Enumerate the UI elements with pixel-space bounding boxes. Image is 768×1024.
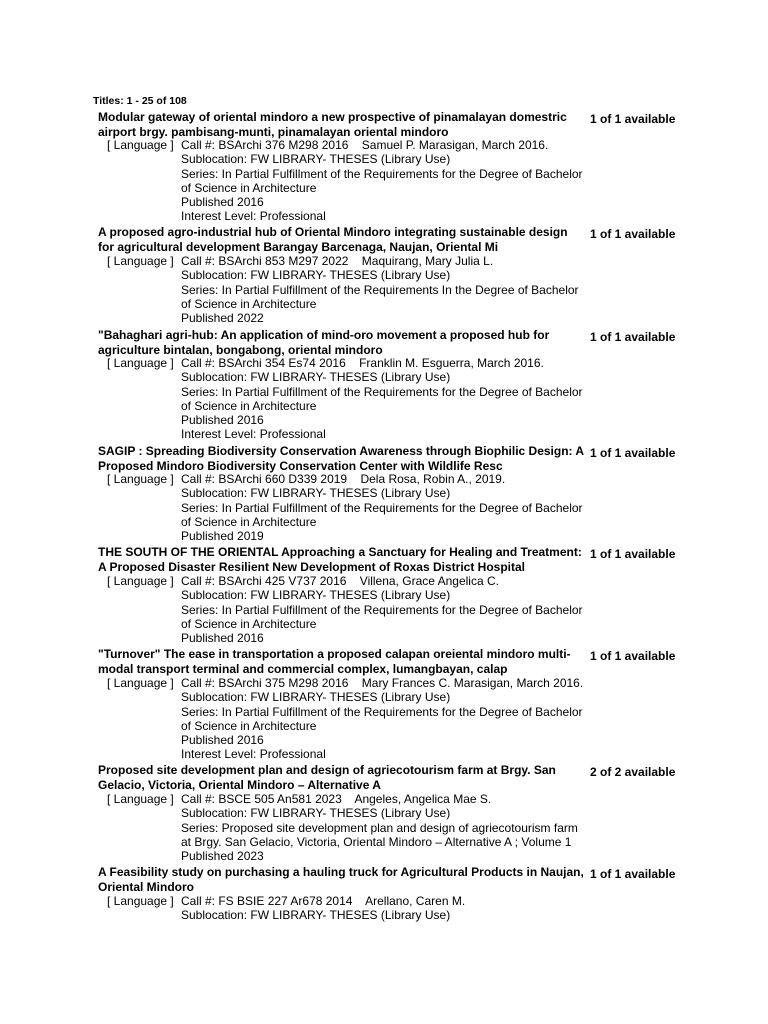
language-link[interactable]: [ Language ]	[107, 254, 174, 268]
interest-level: Interest Level: Professional	[181, 209, 326, 224]
published-year: Published 2016	[181, 413, 264, 428]
availability-status: 2 of 2 available	[590, 765, 676, 779]
record-details	[181, 138, 591, 224]
language-link[interactable]: [ Language ]	[107, 676, 174, 690]
call-number-line: Call #: BSCE 505 An581 2023 Angeles, Angelica Mae S.	[181, 792, 492, 806]
language-link[interactable]: [ Language ]	[107, 894, 174, 908]
call-number-line: Call #: BSArchi 354 Es74 2016 Franklin M. Esguerra, March 2016.	[181, 356, 544, 370]
availability-status: 1 of 1 available	[590, 446, 676, 460]
record-title-link[interactable]: Proposed site development plan and design of agriecotourism farm at Brgy. San Gelacio, Victoria, Oriental Mindoro – Alternative A	[98, 763, 556, 792]
availability-status: 1 of 1 available	[590, 547, 676, 561]
record-title-link[interactable]: THE SOUTH OF THE ORIENTAL Approaching a Sanctuary for Healing and Treatment: A Proposed Disaster Resilient New Development of Roxas District Hospital	[98, 545, 582, 574]
published-year: Published 2016	[181, 195, 264, 210]
language-link[interactable]: [ Language ]	[107, 472, 174, 486]
call-number-line: Call #: BSArchi 425 V737 2016 Villena, Grace Angelica C.	[181, 574, 499, 588]
sublocation: Sublocation: FW LIBRARY- THESES (Library Use)	[181, 152, 451, 167]
record-title-link[interactable]: "Bahaghari agri-hub: An application of mind-oro movement a proposed hub for agriculture bintalan, bongabong, oriental mindoro	[98, 328, 550, 357]
call-number-line: Call #: BSArchi 660 D339 2019 Dela Rosa, Robin A., 2019.	[181, 472, 506, 486]
results-count: Titles: 1 - 25 of 108	[93, 95, 187, 107]
series: Series: In Partial Fulfillment of the Requirements for the Degree of Bachelor of Science in Architecture	[181, 166, 583, 195]
availability-status: 1 of 1 available	[590, 867, 676, 881]
interest-level: Interest Level: Professional	[181, 747, 326, 762]
interest-level: Interest Level: Professional	[181, 427, 326, 442]
record-details	[181, 574, 591, 645]
record-details	[181, 894, 591, 923]
series: Series: In Partial Fulfillment of the Requirements for the Degree of Bachelor of Science in Architecture	[181, 384, 583, 413]
published-year: Published 2019	[181, 529, 264, 544]
published-year: Published 2016	[181, 733, 264, 748]
call-number-line: Call #: BSArchi 375 M298 2016 Mary Frances C. Marasigan, March 2016.	[181, 676, 584, 690]
sublocation: Sublocation: FW LIBRARY- THESES (Library Use)	[181, 908, 451, 923]
record-title-link[interactable]: Modular gateway of oriental mindoro a new prospective of pinamalayan domestric airport brgy. pambisang-munti, pinamalayan oriental mindoro	[98, 110, 567, 139]
availability-status: 1 of 1 available	[590, 227, 676, 241]
sublocation: Sublocation: FW LIBRARY- THESES (Library Use)	[181, 690, 451, 705]
series: Series: In Partial Fulfillment of the Requirements for the Degree of Bachelor of Science in Architecture	[181, 500, 583, 529]
record-title-link[interactable]: A proposed agro-industrial hub of Oriental Mindoro integrating sustainable design for agricultural development Barangay Barcenaga, Naujan, Oriental Mi	[98, 225, 568, 254]
sublocation: Sublocation: FW LIBRARY- THESES (Library Use)	[181, 806, 451, 821]
record-title-link[interactable]: SAGIP : Spreading Biodiversity Conservation Awareness through Biophilic Design: A Proposed Mindoro Biodiversity Conservation Center with Wildlife Resc	[98, 444, 584, 473]
sublocation: Sublocation: FW LIBRARY- THESES (Library Use)	[181, 486, 451, 501]
sublocation: Sublocation: FW LIBRARY- THESES (Library Use)	[181, 588, 451, 603]
record-title-link[interactable]: "Turnover" The ease in transportation a proposed calapan oreiental mindoro multi-modal transport terminal and commercial complex, lumangbayan, calap	[98, 647, 571, 676]
series: Series: Proposed site development plan and design of agriecotourism farm at Brgy. San Gelacio, Victoria, Oriental Mindoro – Alternative A ; Volume 1	[181, 820, 578, 849]
language-link[interactable]: [ Language ]	[107, 574, 174, 588]
published-year: Published 2016	[181, 631, 264, 646]
availability-status: 1 of 1 available	[590, 649, 676, 663]
record-details	[181, 356, 591, 442]
record-details	[181, 472, 591, 543]
language-link[interactable]: [ Language ]	[107, 792, 174, 806]
series: Series: In Partial Fulfillment of the Requirements for the Degree of Bachelor of Science in Architecture	[181, 602, 583, 631]
series: Series: In Partial Fulfillment of the Requirements In the Degree of Bachelor of Science in Architecture	[181, 282, 579, 311]
availability-status: 1 of 1 available	[590, 330, 676, 344]
series: Series: In Partial Fulfillment of the Requirements for the Degree of Bachelor of Science in Architecture	[181, 704, 583, 733]
availability-status: 1 of 1 available	[590, 112, 676, 126]
published-year: Published 2022	[181, 311, 264, 326]
record-title-link[interactable]: A Feasibility study on purchasing a hauling truck for Agricultural Products in Naujan, Oriental Mindoro	[98, 865, 584, 894]
published-year: Published 2023	[181, 849, 264, 864]
language-link[interactable]: [ Language ]	[107, 138, 174, 152]
record-details	[181, 676, 591, 762]
sublocation: Sublocation: FW LIBRARY- THESES (Library Use)	[181, 268, 451, 283]
call-number-line: Call #: BSArchi 853 M297 2022 Maquirang, Mary Julia L.	[181, 254, 494, 268]
record-details	[181, 254, 591, 325]
call-number-line: Call #: BSArchi 376 M298 2016 Samuel P. Marasigan, March 2016.	[181, 138, 549, 152]
sublocation: Sublocation: FW LIBRARY- THESES (Library Use)	[181, 370, 451, 385]
record-details	[181, 792, 591, 863]
call-number-line: Call #: FS BSIE 227 Ar678 2014 Arellano, Caren M.	[181, 894, 466, 908]
language-link[interactable]: [ Language ]	[107, 356, 174, 370]
